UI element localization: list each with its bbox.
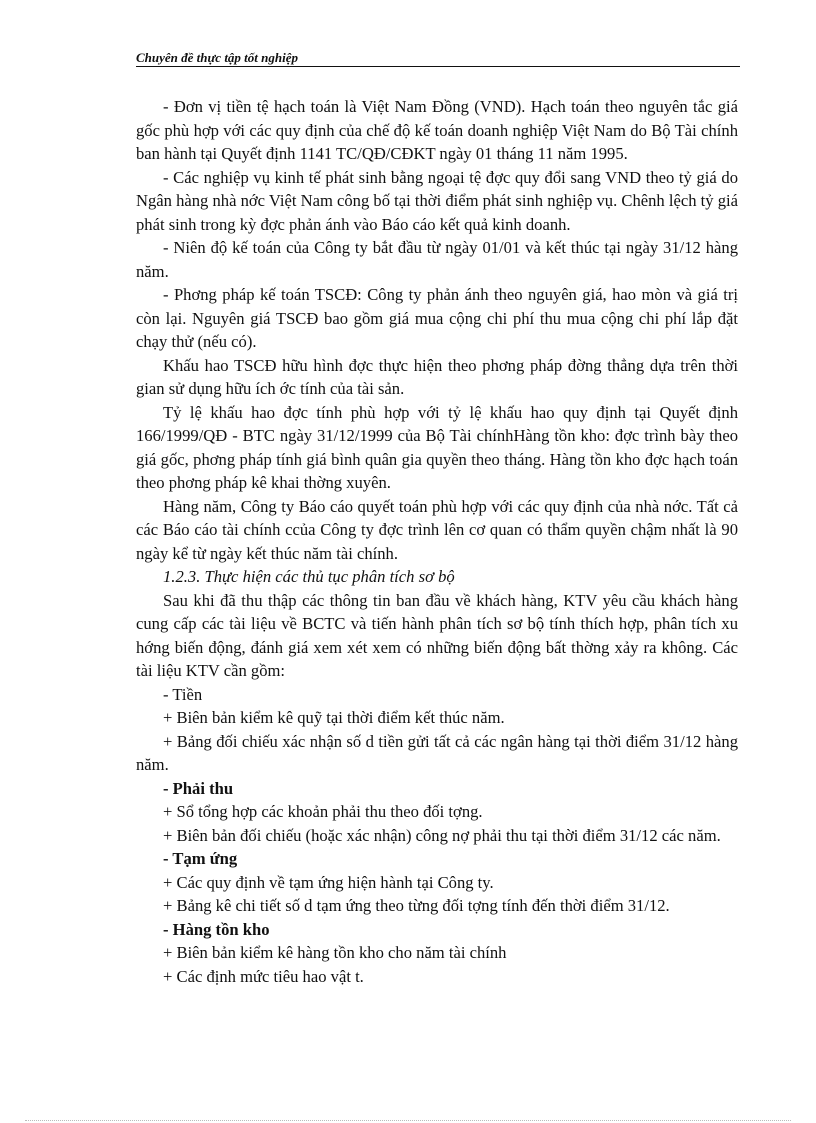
list-item: + Biên bản đối chiếu (hoặc xác nhận) công nợ phải thu tại thời điểm 31/12 các năm.: [163, 825, 721, 845]
item-heading-tien: - Tiền: [163, 684, 203, 704]
paragraph-reports: Hàng năm, Công ty Báo cáo quyết toán phù hợp với các quy định của nhà nớc. Tất cả các Báo cáo tài chính ccủa Công ty đợc trình lên cơ quan có thẩm quyền chậm nhất là 90 ngày kể từ ngày kết thúc năm tài chính.: [136, 496, 738, 563]
list-item: + Bảng kê chi tiết số d tạm ứng theo từng đối tợng tính đến thời điểm 31/12.: [163, 896, 670, 915]
page-header: Chuyên đề thực tập tốt nghiệp: [136, 50, 740, 67]
list-item: + Các quy định về tạm ứng hiện hành tại Công ty.: [163, 872, 494, 892]
list-item: + Biên bản kiểm kê quỹ tại thời điểm kết thúc năm.: [163, 708, 505, 727]
list-item: + Biên bản kiểm kê hàng tồn kho cho năm tài chính: [163, 943, 507, 962]
item-heading-hang-ton-kho: - Hàng tồn kho: [163, 919, 270, 939]
paragraph-depreciation-rate: Tỷ lệ khấu hao đợc tính phù hợp với tỷ lệ khấu hao quy định tại Quyết định 166/1999/QĐ - BTC ngày 31/12/1999 của Bộ Tài chínhHàng tồn kho: đợc trình bày theo giá gốc, phơng pháp tính giá bình quân gia quyền theo tháng. Hàng tồn kho đợc hạch toán theo phơng pháp kê khai thờng xuyên.: [136, 402, 738, 492]
page-bottom-divider: [25, 1120, 791, 1121]
paragraph-analysis: Sau khi đã thu thập các thông tin ban đầu về khách hàng, KTV yêu cầu khách hàng cung cấp các tài liệu về BCTC và tiến hành phân tích sơ bộ tính thích hợp, phân tích xu hớng biến động, đánh giá xem xét xem có những biến động bất thờng xảy ra không. Các tài liệu KTV cần gồm:: [136, 590, 738, 680]
section-heading: 1.2.3. Thực hiện các thủ tục phân tích sơ bộ: [163, 567, 455, 586]
paragraph-depreciation: Khấu hao TSCĐ hữu hình đợc thực hiện theo phơng pháp đờng thẳng dựa trên thời gian sử dụng hữu ích ớc tính của tài sản.: [136, 355, 738, 398]
item-heading-phai-thu: - Phải thu: [163, 778, 234, 798]
list-item: + Các định mức tiêu hao vật t.: [163, 966, 364, 986]
paragraph-fixed-assets: - Phơng pháp kế toán TSCĐ: Công ty phản ánh theo nguyên giá, hao mòn và giá trị còn lại. Nguyên giá TSCĐ bao gồm giá mua cộng chi phí thu mua cộng chi phí lắp đặt chạy thử (nếu có).: [136, 285, 738, 351]
paragraph-fiscal-year: - Niên độ kế toán của Công ty bắt đầu từ ngày 01/01 và kết thúc tại ngày 31/12 hàng năm.: [136, 238, 738, 281]
item-heading-tam-ung: - Tạm ứng: [163, 849, 238, 868]
document-body: [136, 95, 738, 988]
list-item: + Sổ tổng hợp các khoản phải thu theo đối tợng.: [163, 802, 483, 821]
paragraph-foreign-currency: - Các nghiệp vụ kinh tế phát sinh bằng ngoại tệ đợc quy đổi sang VND theo tỷ giá do Ngân hàng nhà nớc Việt Nam công bố tại thời điểm phát sinh nghiệp vụ. Chênh lệch tỷ giá phát sinh trong kỳ đợc phản ánh vào Báo cáo kết quả kinh doanh.: [136, 167, 738, 234]
paragraph-currency: - Đơn vị tiền tệ hạch toán là Việt Nam Đồng (VND). Hạch toán theo nguyên tắc giá gốc phù hợp với các quy định của chế độ kế toán doanh nghiệp Việt Nam do Bộ Tài chính ban hành tại Quyết định 1141 TC/QĐ/CĐKT ngày 01 tháng 11 năm 1995.: [136, 97, 738, 163]
list-item: + Bảng đối chiếu xác nhận số d tiền gửi tất cả các ngân hàng tại thời điểm 31/12 hàng năm.: [136, 731, 738, 774]
